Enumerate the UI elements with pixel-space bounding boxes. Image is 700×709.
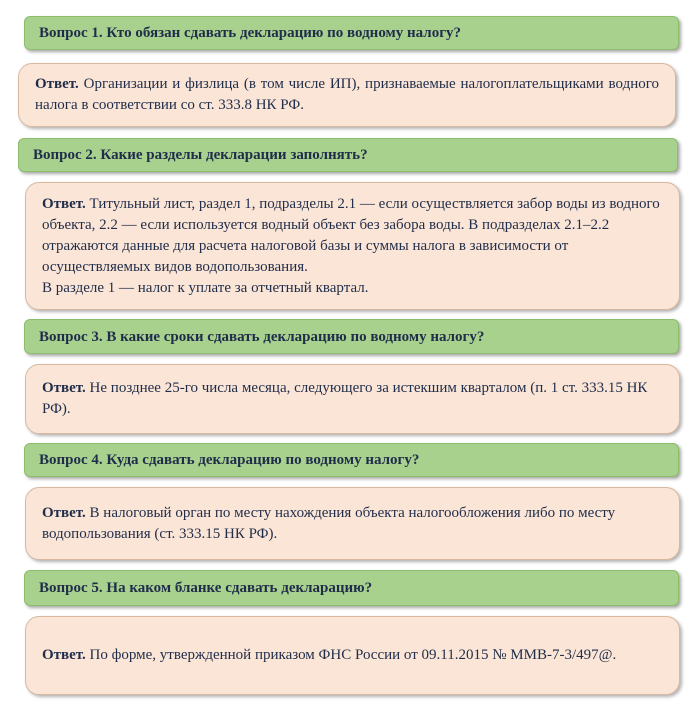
- answer-5-line-1: По форме, утвержденной приказом ФНС России от 09.11.2015 № ММВ-7-3/497@.: [89, 647, 617, 663]
- answer-1-label: Ответ.: [35, 76, 79, 92]
- answer-1-line-1: Организации и физлица (в том числе ИП), признаваемые налогоплательщиками водного налога в соответствии со ст. 333.8 НК РФ.: [35, 76, 660, 113]
- answer-2-label: Ответ.: [42, 195, 86, 212]
- answer-2-line-2: В разделе 1 — налог к уплате за отчетный квартал.: [42, 279, 369, 296]
- answer-2-text: [42, 194, 663, 299]
- question-3: [24, 319, 679, 354]
- question-4-text: Вопрос 4. Куда сдавать декларацию по водному налогу?: [39, 452, 420, 468]
- answer-3-line-1: Не позднее 25-го числа месяца, следующего за истекшим кварталом (п. 1 ст. 333.15 НК РФ).: [42, 380, 648, 417]
- answer-2: [25, 182, 680, 310]
- answer-4: [25, 487, 680, 560]
- question-1-text: Вопрос 1. Кто обязан сдавать декларацию по водному налогу?: [39, 25, 462, 41]
- question-5-text: Вопрос 5. На каком бланке сдавать декларацию?: [39, 580, 373, 596]
- answer-4-line-1: В налоговый орган по месту нахождения объекта налогообложения либо по месту водопользования (ст. 333.15 НК РФ).: [42, 504, 616, 542]
- answer-1: [18, 63, 676, 127]
- question-5: [24, 570, 679, 606]
- question-1: [24, 16, 679, 50]
- answer-1-text: [35, 74, 659, 116]
- answer-5-text: [42, 645, 663, 666]
- question-3-text: Вопрос 3. В какие сроки сдавать декларацию по водному налогу?: [39, 328, 485, 345]
- question-2-text: Вопрос 2. Какие разделы декларации заполнять?: [33, 147, 368, 163]
- answer-5-label: Ответ.: [42, 647, 86, 663]
- answer-3: [25, 364, 680, 434]
- question-2: [18, 138, 678, 172]
- answer-3-text: [42, 378, 663, 420]
- answer-4-label: Ответ.: [42, 504, 86, 521]
- answer-3-label: Ответ.: [42, 380, 86, 396]
- answer-5: [25, 616, 680, 695]
- answer-4-text: [42, 503, 663, 545]
- answer-2-line-1: Титульный лист, раздел 1, подразделы 2.1 — если осуществляется забор воды из водного объекта, 2.2 — если используется водный объект без забора воды. В подразделах 2.1–2.2 отражаются данные для расчета налоговой базы и суммы налога в зависимости от осуществляемых видов водопользования.: [42, 195, 660, 275]
- question-4: [24, 443, 679, 477]
